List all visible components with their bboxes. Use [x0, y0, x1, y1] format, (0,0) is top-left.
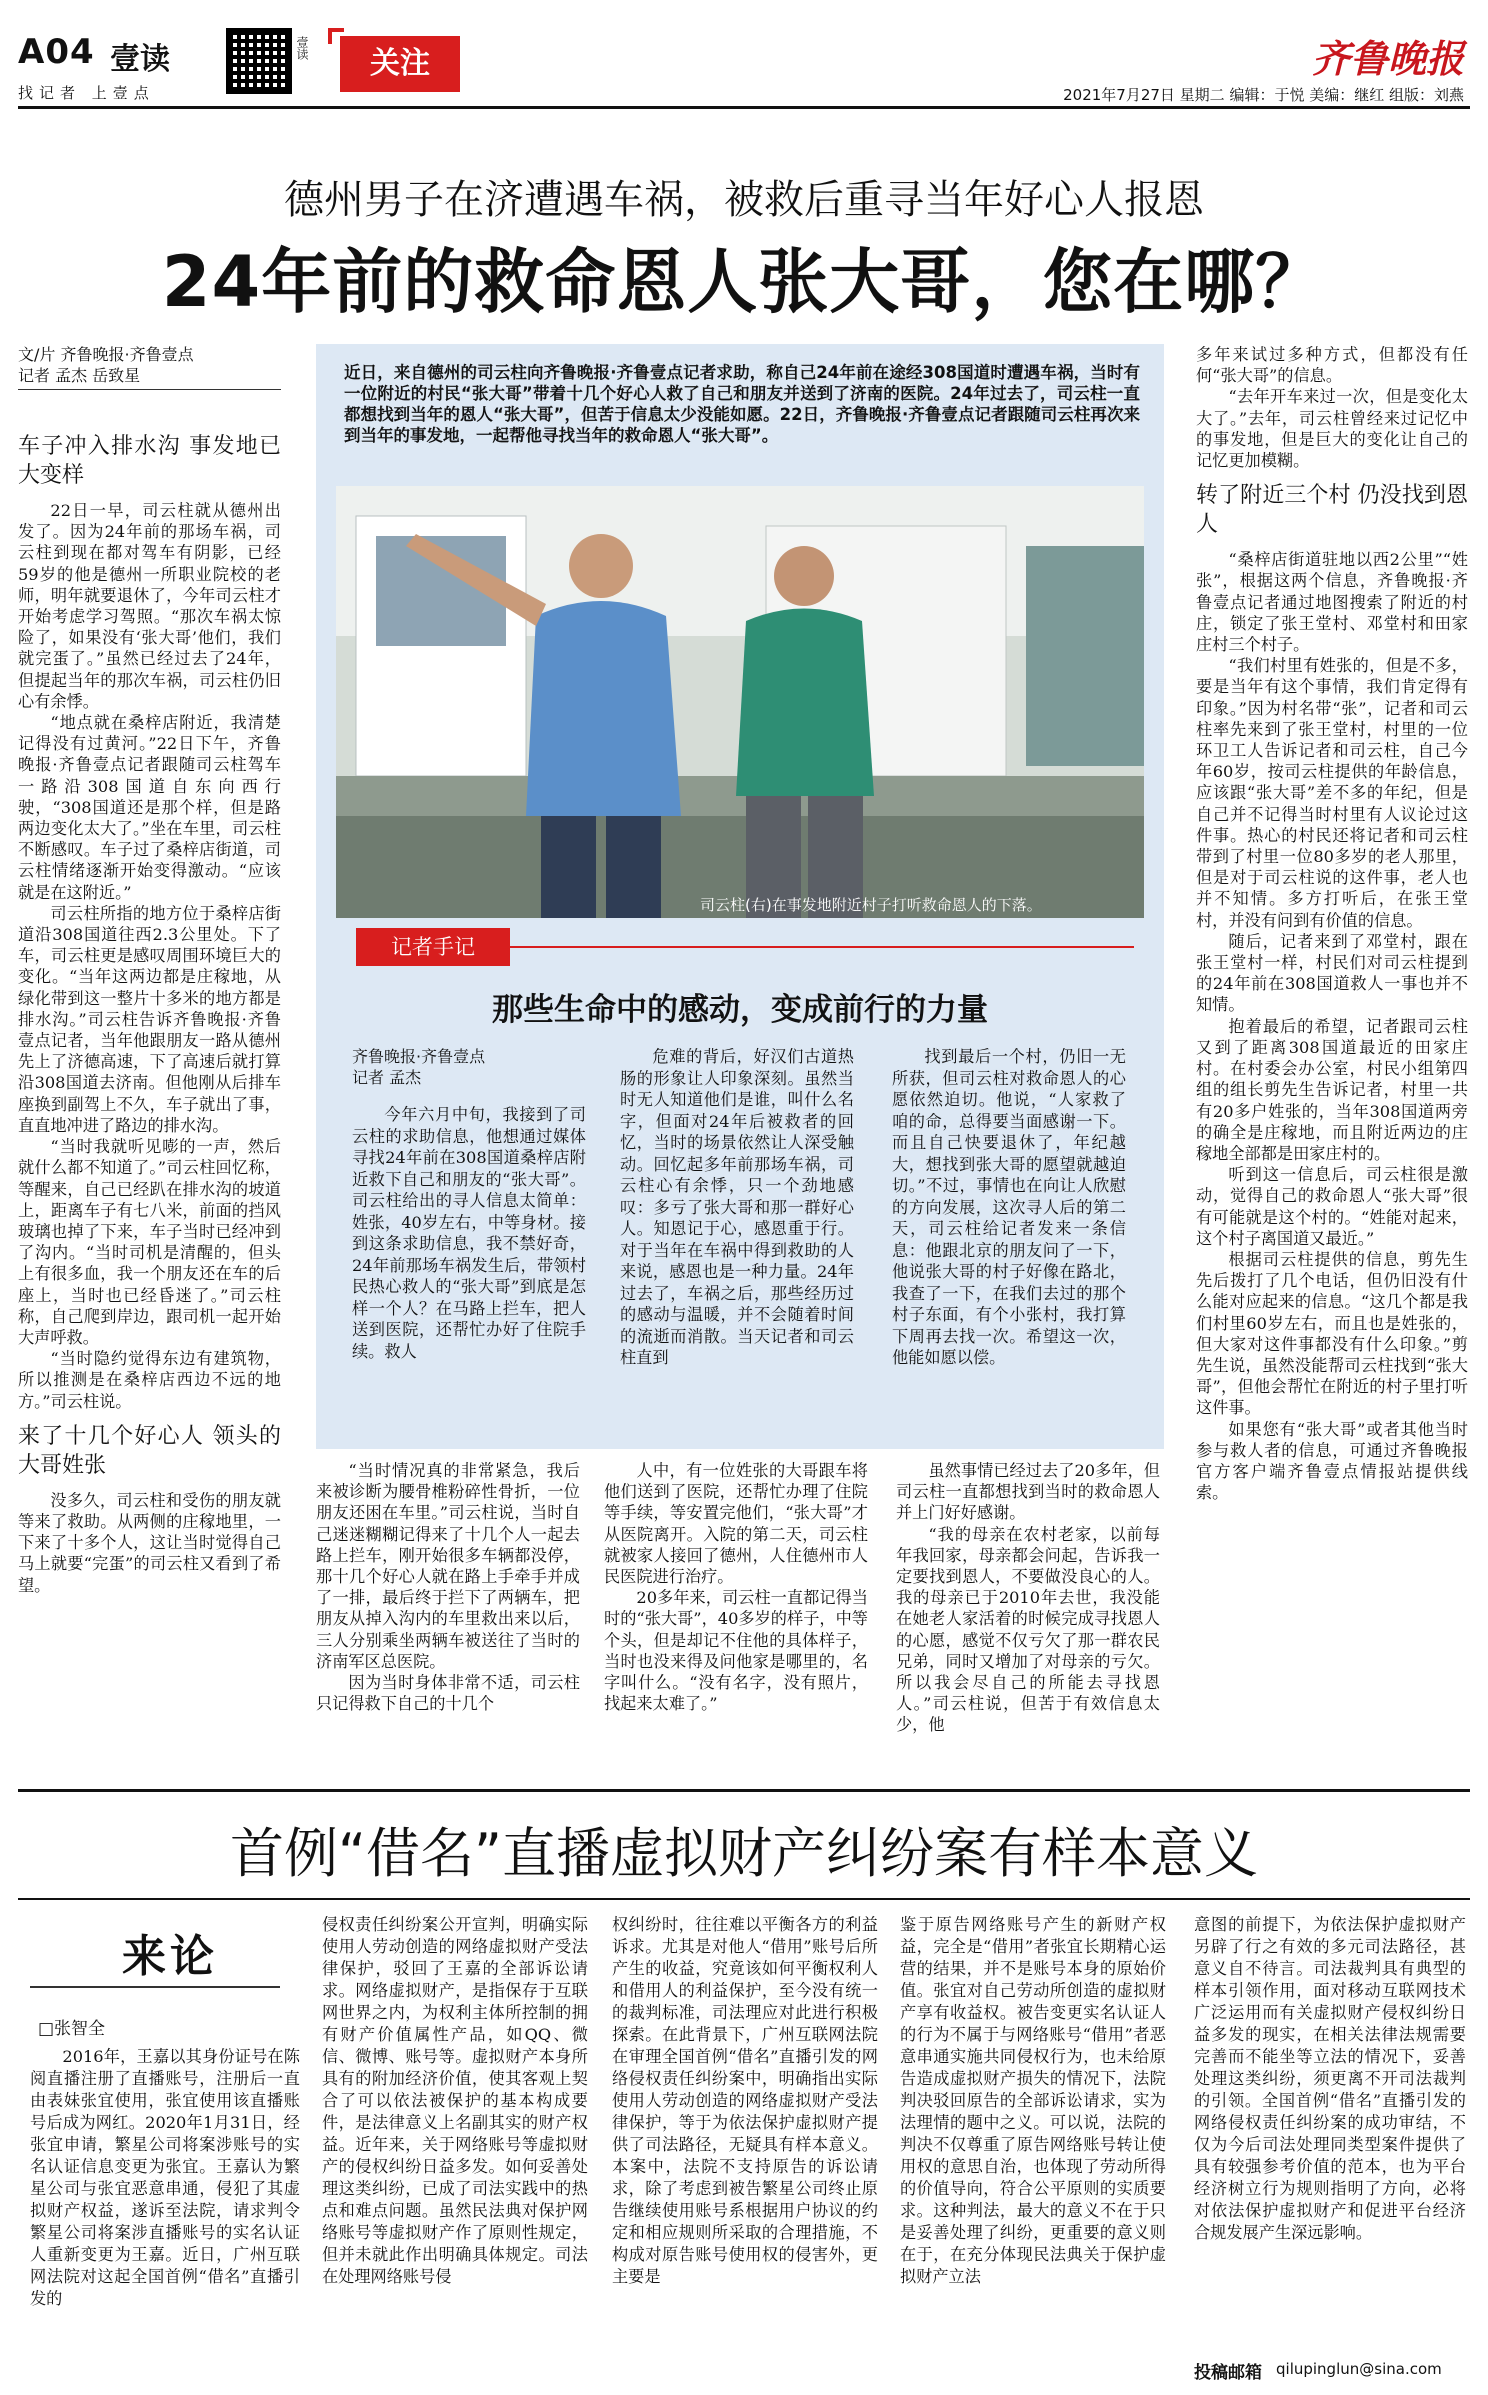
paragraph: “去年开车来过一次，但是变化太大了。”去年，司云柱曾经来过记忆中的事发地，但是巨大的变化让自己的记忆更加模糊。: [1196, 387, 1468, 471]
paragraph: 多年来试过多种方式，但都没有任何“张大哥”的信息。: [1196, 345, 1468, 386]
paragraph: 随后，记者来到了邓堂村，跟在张王堂村一样，村民们对司云柱提到的24年前在308国道救人一事也并不知情。: [1196, 931, 1468, 1015]
photo-caption: 司云柱(右)在事发地附近村子打听救命恩人的下落。: [700, 896, 1042, 914]
story-headline: 24年前的救命恩人张大哥，您在哪？: [161, 241, 1327, 323]
paragraph: 司云柱所指的地方位于桑梓店街道沿308国道往西2.3公里处。下了车，司云柱更是感叹周围环境巨大的变化。“当年这两边都是庄稼地，从绿化带到这一整片十多米的地方都是排水沟。”司云柱告诉齐鲁晚报·齐鲁壹点记者，当年他跟朋友一路从德州先上了济德高速，下了高速后就打算沿308国道去济南。但他刚从后排车座换到副驾上不久，车子就出了事，直直地冲进了路边的排水沟。: [18, 903, 281, 1135]
section-divider: [18, 1789, 1470, 1792]
story-column-5: [1196, 344, 1468, 1503]
paragraph: “地点就在桑梓店附近，我清楚记得没有过黄河。”22日下午，齐鲁晚报·齐鲁壹点记者跟随司云柱驾车一路沿308国道自东向西行驶，“308国道还是那个样，但是路两边变化太大了。”坐在车里，司云柱不断感叹。车子过了桑梓店街道，司云柱情绪逐渐开始变得激动。“应该就是在这附近。”: [18, 713, 281, 902]
qr-caption: 壹读: [295, 36, 309, 60]
paragraph: 意图的前提下，为依法保护虚拟财产另辟了行之有效的多元司法路径，甚意义自不待言。司法裁判具有典型的样本引领作用，面对移动互联网技术广泛运用而有关虚拟财产侵权纠纷日益多发的现实，在相关法律法规需要完善而不能坐等立法的情况下，妥善处理这类纠纷，须更离不开司法裁判的引领。全国首例“借名”直播引发的网络侵权责任纠纷案的成功审结，不仅为今后司法处理同类型案件提供了具有较强参考价值的范本，也为平台经济树立行为规则指明了方向，必将对依法保护虚拟财产和促进平台经济合规发展产生深远影响。: [1194, 1915, 1466, 2242]
section-name: 壹读: [110, 42, 170, 77]
paragraph: “桑梓店街道驻地以西2公里”“姓张”，根据这两个信息，齐鲁晚报·齐鲁壹点记者通过地图搜索了附近的村庄，锁定了张王堂村、邓堂村和田家庄村三个村子。: [1196, 550, 1468, 655]
commentary-author: □张智全: [38, 2019, 106, 2039]
paragraph: 抱着最后的希望，记者跟司云柱又到了距离308国道最近的田家庄村。在村委会办公室，村民小组第四组的组长剪先生告诉记者，村里一共有20多户姓张的，当年308国道两旁的确全是庄稼地，而且附近两边的庄稼地全部都是田家庄村的。: [1196, 1016, 1468, 1163]
commentary-column-4: [900, 1914, 1166, 2288]
commentary-rule: [18, 1898, 1470, 1900]
paragraph: 根据司云柱提供的信息，剪先生先后拨打了几个电话，但仍旧没有什么能对应起来的信息。“这几个都是我们村里60岁左右，而且也是姓张的，但大家对这件事都没有什么印象。”剪先生说，虽然没能帮司云柱找到“张大哥”，但他会帮忙在附近的村子里打听这件事。: [1196, 1249, 1468, 1418]
note-column-2: [620, 1046, 854, 1369]
subhead-1: 车子冲入排水沟 事发地已大变样: [18, 434, 281, 488]
note-column-3: [892, 1046, 1126, 1369]
byline-line-2: 记者 孟杰 岳致星: [18, 365, 281, 390]
paragraph: “当时我就听见嘭的一声，然后就什么都不知道了。”司云柱回忆称，等醒来，自己已经趴在排水沟的坡道上，距离车子有七八米，前面的挡风玻璃也掉了下来，车子当时已经冲到了沟内。“当时司机是清醒的，但头上有很多血，我一个朋友还在车的后座上，当时也已经昏迷了。”司云柱称，自己爬到岸边，跟司机一起开始大声呼救。: [18, 1137, 281, 1347]
paragraph: “我们村里有姓张的，但是不多，要是当年有这个事情，我们肯定得有印象。”因为村名带“张”，记者和司云柱率先来到了张王堂村，村里的一位环卫工人告诉记者和司云柱，自己今年60岁，按司云柱提供的年龄信息，应该跟“张大哥”差不多的年纪，但是自己并不记得当时村里有人议论过这件事。热心的村民还将记者和司云柱带到了村里一位80多岁的老人那里，但是对于司云柱说的这件事，老人也并不知情。多方打听后，在张王堂村，并没有问到有价值的信息。: [1196, 656, 1468, 930]
paragraph: 听到这一信息后，司云柱很是激动，觉得自己的救命恩人“张大哥”很有可能就是这个村的。“姓能对起来，这个村子离国道又最近。”: [1196, 1165, 1468, 1248]
story-kicker: 德州男子在济遭遇车祸，被救后重寻当年好心人报恩: [284, 177, 1204, 223]
note-byline-1: 齐鲁晚报·齐鲁壹点: [352, 1047, 486, 1066]
story-lead: 近日，来自德州的司云柱向齐鲁晚报·齐鲁壹点记者求助，称自己24年前在途经308国道时遭遇车祸，当时有一位附近的村民“张大哥”带着十几个好心人救了自己和朋友并送到了济南的医院。24年过去了，司云柱一直都想找到当年的恩人“张大哥”，但苦于信息太少没能如愿。22日，齐鲁晚报·齐鲁壹点记者跟随司云柱再次来到当年的事发地，一起帮他寻找当年的救命恩人“张大哥”。: [344, 363, 1140, 445]
paragraph: 今年六月中旬，我接到了司云柱的求助信息，他想通过媒体寻找24年前在308国道桑梓店附近救下自己和朋友的“张大哥”。司云柱给出的寻人信息太简单：姓张，40岁左右，中等身材。接到这条求助信息，我不禁好奇，24年前那场车祸发生后，带领村民热心救人的“张大哥”到底是怎样一个人？在马路上拦车，把人送到医院，还帮忙办好了住院手续。救人: [352, 1105, 586, 1361]
note-byline-2: 记者 孟杰: [352, 1068, 422, 1087]
column-label: 来论: [122, 1931, 218, 1982]
paragraph: 2016年，王嘉以其身份证号在陈阅直播注册了直播账号，注册后一直由表妹张宜使用，张宜使用该直播账号后成为网红。2020年1月31日，经张宜申请，繁星公司将案涉账号的实名认证信息变更为张宜。王嘉认为繁星公司与张宜恶意串通，侵犯了其虚拟财产权益，遂诉至法院，请求判令繁星公司将案涉直播账号的实名认证人重新变更为王嘉。近日，广州互联网法院对这起全国首例“借名”直播引发的: [30, 2047, 300, 2308]
story-photo: [336, 486, 1144, 918]
commentary-column-2: [322, 1914, 588, 2288]
note-column-1: [352, 1046, 586, 1362]
reporter-note-rule: [510, 946, 1134, 948]
commentary-column-5: [1194, 1914, 1466, 2244]
masthead: [18, 28, 1470, 108]
qr-code-icon: [226, 28, 292, 94]
story-column-3: [604, 1460, 868, 1714]
paragraph: 鉴于原告网络账号产生的新财产权益，完全是“借用”者张宜长期精心运营的结果，并不是账号本身的原始价值。张宜对自己劳动所创造的虚拟财产享有收益权。被告变更实名认证人的行为不属于与网络账号“借用”者恶意串通实施共同侵权行为，也未给原告造成虚拟财产损失的情况下，法院判决驳回原告的全部诉讼请求，实为法理情的题中之义。可以说，法院的判决不仅尊重了原告网络账号转让使用权的意思自治，也体现了劳动所得的价值导向，符合公平原则的实质要求。这种判法，最大的意义不在于只是妥善处理了纠纷，更重要的意义则在于，在充分体现民法典关于保护虚拟财产立法: [900, 1915, 1166, 2286]
column-label-underline: [30, 1986, 280, 1988]
commentary-column-1: [30, 2046, 300, 2310]
paragraph: 20多年来，司云柱一直都记得当时的“张大哥”，40多岁的样子，中等个头，但是却记不住他的具体样子，当时也没来得及问他家是哪里的，名字叫什么。“没有名字，没有照片，找起来太难了。”: [604, 1588, 868, 1714]
paragraph: 危难的背后，好汉们古道热肠的形象让人印象深刻。虽然当时无人知道他们是谁，叫什么名字，但面对24年后被救者的回忆，当时的场景依然让人深受触动。回忆起多年前那场车祸，司云柱心有余悸，只一个劲地感叹：多亏了张大哥和那一群好心人。知恩记于心，感恩重于行。对于当年在车祸中得到救助的人来说，感恩也是一种力量。24年过去了，车祸之后，那些经历过的感动与温暖，并不会随着时间的流逝而消散。当天记者和司云柱直到: [620, 1047, 854, 1367]
story-column-4: [896, 1460, 1160, 1736]
photo-illustration: [336, 486, 1144, 918]
paragraph: “当时情况真的非常紧急，我后来被诊断为腰骨椎粉碎性骨折，一位朋友还困在车里。”司云柱说，当时自己迷迷糊糊记得来了十几个人一起去路上拦车，刚开始很多车辆都没停，那十几个好心人就在路上手牵手并成了一排，最后终于拦下了两辆车，把朋友从掉入沟内的车里救出来以后，三人分别乘坐两辆车被送往了当时的济南军区总医院。: [316, 1461, 580, 1671]
paragraph: 没多久，司云柱和受伤的朋友就等来了救助。从两侧的庄稼地里，一下来了十多个人，这让当时觉得自己马上就要“完蛋”的司云柱又看到了希望。: [18, 1490, 281, 1595]
page-number: A04: [18, 32, 95, 72]
section-tag-focus: 关注: [340, 36, 460, 92]
byline-line-1: 文/片 齐鲁晚报·齐鲁壹点: [18, 345, 194, 364]
paragraph: 22日一早，司云柱就从德州出发了。因为24年前的那场车祸，司云柱到现在都对驾车有阴影，已经59岁的他是德州一所职业院校的老师，明年就要退休了，今年司云柱才开始考虑学习驾照。“那次车祸太惊险了，如果没有‘张大哥’他们，我们就完蛋了。”虽然已经过去了24年，但提起当年的那次车祸，司云柱仍旧心有余悸。: [18, 501, 281, 711]
submission-label: 投稿邮箱: [1194, 2363, 1262, 2383]
subhead-2: 来了十几个好心人 领头的大哥姓张: [18, 1423, 281, 1478]
paragraph: 如果您有“张大哥”或者其他当时参与救人者的信息，可通过齐鲁晚报官方客户端齐鲁壹点情报站提供线索。: [1196, 1419, 1468, 1503]
paragraph: 侵权责任纠纷案公开宣判，明确实际使用人劳动创造的网络虚拟财产受法律保护，驳回了王嘉的全部诉讼请求。网络虚拟财产，是指保存于互联网世界之内，为权利主体所控制的拥有财产价值属性产品，如QQ、微信、微博、账号等。虚拟财产本身所具有的附加经济价值，使其客观上契合了可以依法被保护的基本构成要件，是法律意义上名副其实的财产权益。近年来，关于网络账号等虚拟财产的侵权纠纷日益多发。如何妥善处理这类纠纷，已成了司法实践中的热点和难点问题。虽然民法典对保护网络账号等虚拟财产作了原则性规定，但并未就此作出明确具体规定。司法在处理网络账号侵: [322, 1915, 588, 2286]
paragraph: “当时隐约觉得东边有建筑物，所以推测是在桑梓店西边不远的地方。”司云柱说。: [18, 1349, 281, 1411]
date-line: 2021年7月27日 星期二 编辑：于悦 美编：继红 组版：刘燕: [1063, 86, 1464, 104]
masthead-divider: [18, 106, 1470, 109]
slogan: 找记者 上壹点: [18, 84, 155, 102]
paragraph: 虽然事情已经过去了20多年，但司云柱一直都想找到当时的救命恩人并上门好好感谢。: [896, 1461, 1160, 1523]
reporter-note-title: 那些生命中的感动，变成前行的力量: [492, 992, 988, 1028]
paragraph: 人中，有一位姓张的大哥跟车将他们送到了医院，还帮忙办理了住院等手续，等安置完他们，“张大哥”才从医院离开。入院的第二天，司云柱就被家人接回了德州，人住德州市人民医院进行治疗。: [604, 1461, 868, 1587]
commentary-headline: 首例“借名”直播虚拟财产纠纷案有样本意义: [230, 1822, 1258, 1885]
paragraph: 因为当时身体非常不适，司云柱只记得救下自己的十几个: [316, 1673, 580, 1714]
paragraph: “我的母亲在农村老家，以前每年我回家，母亲都会问起，告诉我一定要找到恩人，不要做没良心的人。我的母亲已于2010年去世，我没能在她老人家活着的时候完成寻找恩人的心愿，感觉不仅亏欠了那一群农民兄弟，同时又增加了对母亲的亏欠。所以我会尽自己的所能去寻找恩人。”司云柱说，但苦于有效信息太少，他: [896, 1524, 1160, 1735]
subhead-3: 转了附近三个村 仍没找到恩人: [1196, 483, 1468, 538]
reporter-note-tag: 记者手记: [356, 928, 510, 966]
paragraph: 找到最后一个村，仍旧一无所获，但司云柱对救命恩人的心愿依然迫切。他说，“人家救了咱的命，总得要当面感谢一下。而且自己快要退休了，年纪越大，想找到张大哥的愿望就越迫切。”不过，事情也在向让人欣慰的方向发展，这次寻人后的第二天，司云柱给记者发来一条信息：他跟北京的朋友问了一下，他说张大哥的村子好像在路北，我查了一下，在我们去过的那个村子东面，有个小张村，我打算下周再去找一次。希望这一次，他能如愿以偿。: [892, 1047, 1126, 1367]
story-column-1: [18, 344, 281, 1596]
story-column-2: [316, 1460, 580, 1714]
submission-email[interactable]: qilupinglun@sina.com: [1276, 2360, 1442, 2378]
newspaper-logo: 齐鲁晚报: [1311, 36, 1464, 81]
commentary-column-3: [612, 1914, 878, 2288]
paragraph: 权纠纷时，往往难以平衡各方的利益诉求。尤其是对他人“借用”账号后所产生的收益，究竟该如何平衡权利人和借用人的利益保护，至今没有统一的裁判标准，司法理应对此进行积极探索。在此背景下，广州互联网法院在审理全国首例“借名”直播引发的网络侵权责任纠纷案中，明确指出实际使用人劳动创造的网络虚拟财产受法律保护，等于为依法保护虚拟财产提供了司法路径，无疑具有样本意义。本案中，法院不支持原告的诉讼请求，除了考虑到被告繁星公司终止原告继续使用账号系根据用户协议的约定和相应规则所采取的合理措施，不构成对原告账号使用权的侵害外，更主要是: [612, 1915, 878, 2286]
